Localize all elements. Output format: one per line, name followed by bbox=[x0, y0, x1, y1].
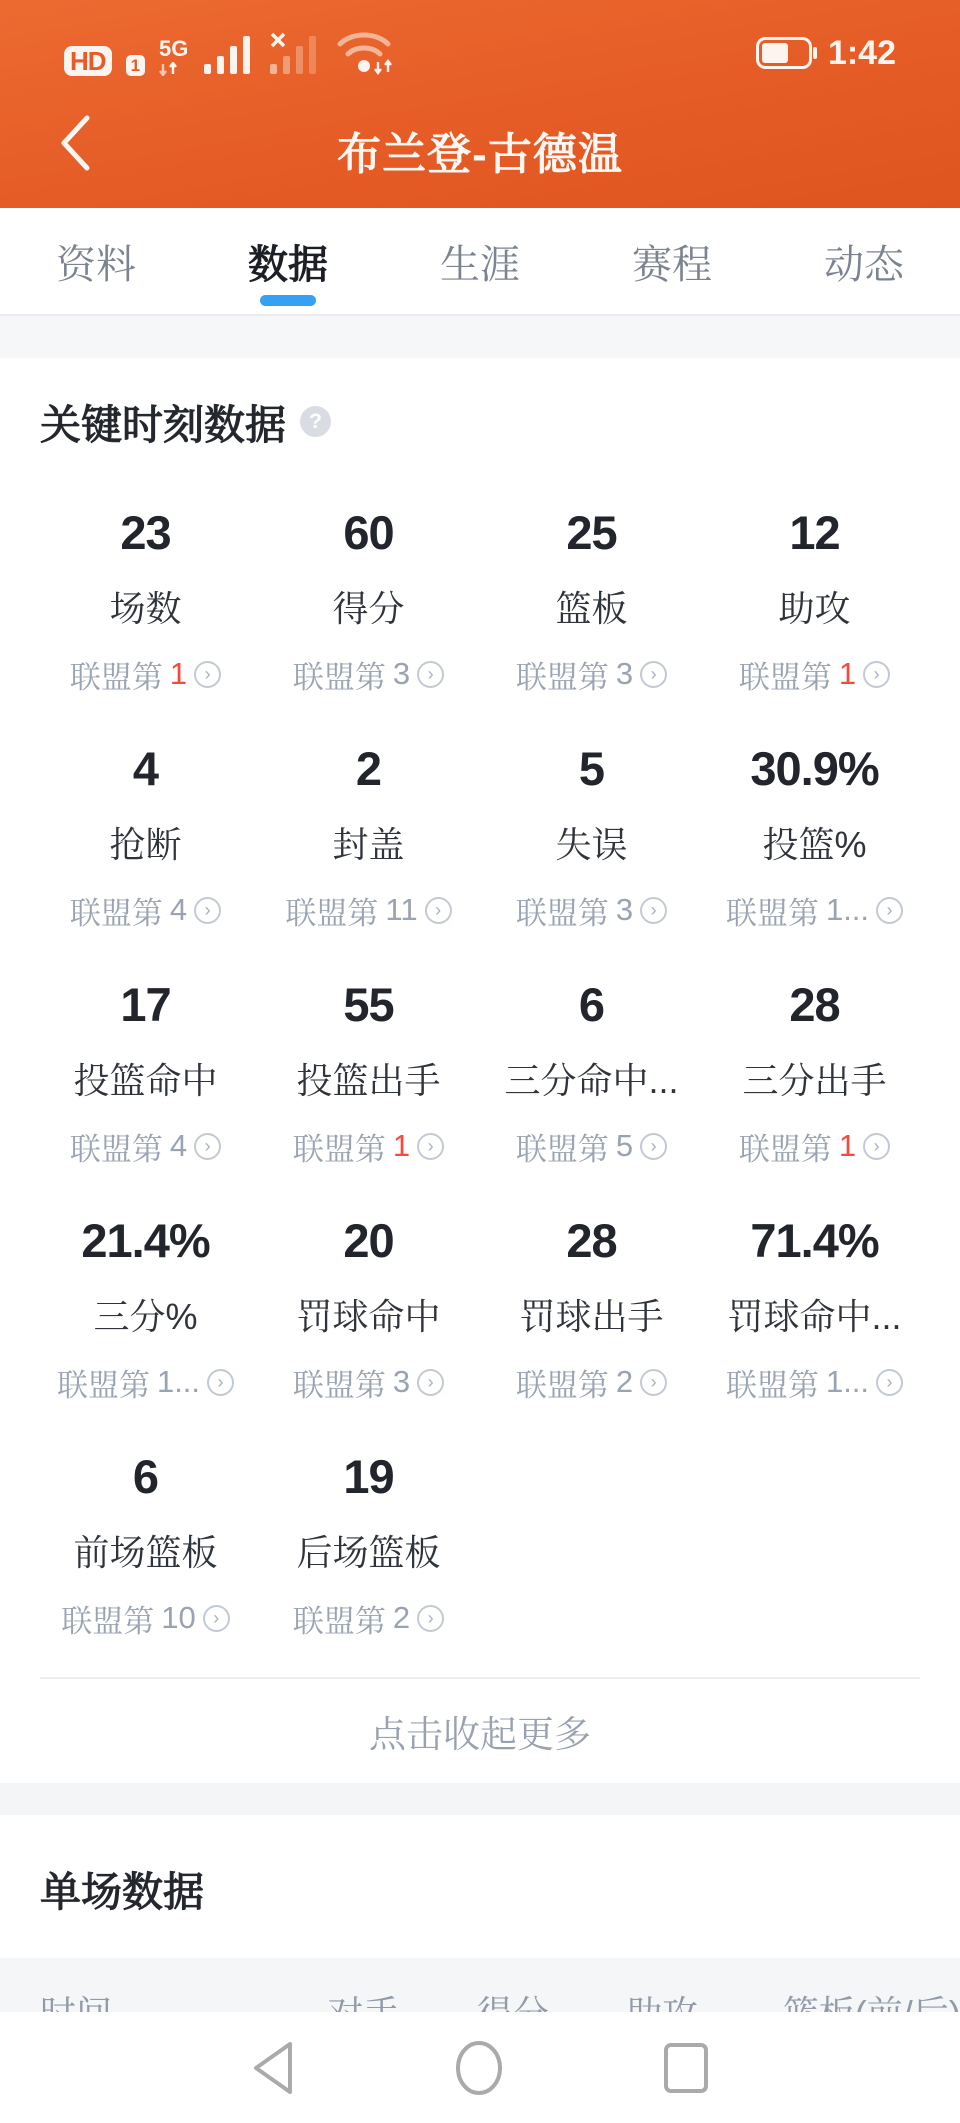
stat-value: 60 bbox=[343, 506, 394, 559]
chevron-right-icon: › bbox=[203, 1605, 230, 1632]
nav-recents-button[interactable] bbox=[663, 2042, 709, 2094]
stat-value: 20 bbox=[343, 1214, 394, 1267]
league-rank-link[interactable] bbox=[70, 888, 221, 933]
stat-value: 19 bbox=[343, 1450, 394, 1503]
rank-number: 4 bbox=[169, 1128, 188, 1164]
stat-cell bbox=[257, 471, 480, 707]
stat-label: 助攻 bbox=[778, 587, 851, 629]
stat-cell bbox=[703, 707, 926, 943]
help-icon[interactable]: ? bbox=[300, 406, 331, 437]
rank-prefix: 联盟第 bbox=[515, 895, 609, 931]
stat-cell bbox=[34, 1179, 257, 1415]
stat-label: 罚球命中... bbox=[727, 1295, 902, 1337]
rank-prefix: 联盟第 bbox=[515, 1131, 609, 1167]
stat-cell bbox=[34, 1415, 257, 1651]
league-rank-link[interactable] bbox=[70, 1124, 221, 1169]
league-rank-link[interactable] bbox=[516, 888, 667, 933]
league-rank-link[interactable] bbox=[293, 1360, 444, 1405]
stat-cell bbox=[480, 943, 703, 1179]
single-game-title: 单场数据 bbox=[40, 1869, 204, 1915]
stat-cell bbox=[703, 1179, 926, 1415]
android-nav-bar bbox=[0, 2012, 960, 2123]
stat-cell bbox=[34, 943, 257, 1179]
tab-2[interactable]: 生涯 bbox=[440, 242, 520, 287]
stat-label: 前场篮板 bbox=[73, 1531, 218, 1573]
tab-4[interactable]: 动态 bbox=[824, 242, 904, 287]
stat-cell bbox=[703, 943, 926, 1179]
chevron-right-icon: › bbox=[640, 661, 667, 688]
rank-number: 1... bbox=[825, 892, 870, 928]
rank-number: 5 bbox=[615, 1128, 634, 1164]
tab-0[interactable]: 资料 bbox=[56, 242, 136, 287]
rank-number: 1 bbox=[838, 656, 857, 692]
rank-prefix: 联盟第 bbox=[69, 895, 163, 931]
stat-label: 抢断 bbox=[109, 823, 182, 865]
back-button[interactable] bbox=[40, 98, 110, 188]
nav-back-triangle-icon bbox=[251, 2041, 295, 2095]
key-stats-header bbox=[0, 358, 960, 451]
league-rank-link[interactable] bbox=[57, 1360, 234, 1405]
rank-number: 1 bbox=[838, 1128, 857, 1164]
chevron-right-icon: › bbox=[876, 1369, 903, 1396]
rank-prefix: 联盟第 bbox=[515, 1367, 609, 1403]
stat-cell bbox=[257, 707, 480, 943]
league-rank-link[interactable] bbox=[726, 888, 903, 933]
rank-number: 1 bbox=[169, 656, 188, 692]
stat-value: 25 bbox=[566, 506, 617, 559]
stat-label: 罚球出手 bbox=[519, 1295, 664, 1337]
signal-bars-icon bbox=[202, 32, 254, 76]
nav-header bbox=[0, 92, 960, 208]
rank-number: 3 bbox=[615, 892, 634, 928]
app-header-area bbox=[0, 0, 960, 208]
rank-prefix: 联盟第 bbox=[515, 659, 609, 695]
stat-cell bbox=[34, 471, 257, 707]
tab-bar bbox=[0, 208, 960, 316]
stat-value: 30.9% bbox=[750, 742, 879, 795]
rank-number: 1... bbox=[825, 1364, 870, 1400]
clock-label: 1:42 bbox=[827, 33, 896, 72]
collapse-more-button[interactable]: 点击收起更多 bbox=[369, 1714, 591, 1755]
stat-label: 场数 bbox=[109, 587, 182, 629]
stat-value: 28 bbox=[789, 978, 840, 1031]
stat-label: 投篮命中 bbox=[73, 1059, 218, 1101]
rank-number: 1... bbox=[156, 1364, 201, 1400]
rank-prefix: 联盟第 bbox=[738, 659, 832, 695]
rank-number: 3 bbox=[392, 656, 411, 692]
stat-value: 21.4% bbox=[81, 1214, 210, 1267]
stat-cell bbox=[480, 471, 703, 707]
rank-prefix: 联盟第 bbox=[725, 1367, 819, 1403]
league-rank-link[interactable] bbox=[516, 1124, 667, 1169]
tab-3[interactable]: 赛程 bbox=[632, 242, 712, 287]
chevron-right-icon: › bbox=[640, 1369, 667, 1396]
league-rank-link[interactable] bbox=[61, 1596, 229, 1641]
league-rank-link[interactable] bbox=[285, 888, 451, 933]
rank-number: 4 bbox=[169, 892, 188, 928]
rank-prefix: 联盟第 bbox=[292, 1367, 386, 1403]
rank-prefix: 联盟第 bbox=[69, 659, 163, 695]
stat-label: 三分命中... bbox=[504, 1059, 679, 1101]
stat-label: 三分% bbox=[93, 1295, 198, 1337]
key-stats-grid bbox=[0, 451, 960, 1651]
stat-label: 篮板 bbox=[555, 587, 628, 629]
sim1-badge: 1 bbox=[126, 55, 145, 76]
stat-value: 55 bbox=[343, 978, 394, 1031]
section-separator-2 bbox=[0, 1783, 960, 1815]
rank-number: 2 bbox=[392, 1600, 411, 1636]
stat-cell bbox=[257, 943, 480, 1179]
rank-prefix: 联盟第 bbox=[61, 1603, 155, 1639]
chevron-right-icon: › bbox=[425, 897, 452, 924]
rank-prefix: 联盟第 bbox=[292, 1131, 386, 1167]
hd-icon: HD bbox=[64, 46, 112, 76]
battery-icon bbox=[756, 37, 818, 69]
stat-value: 6 bbox=[132, 1450, 159, 1503]
stat-value: 12 bbox=[789, 506, 840, 559]
rank-number: 2 bbox=[615, 1364, 634, 1400]
chevron-right-icon: › bbox=[194, 897, 221, 924]
stat-cell bbox=[257, 1415, 480, 1651]
chevron-right-icon: › bbox=[207, 1369, 234, 1396]
league-rank-link[interactable] bbox=[739, 652, 890, 697]
single-game-header bbox=[0, 1815, 960, 1958]
league-rank-link[interactable] bbox=[293, 1124, 444, 1169]
stat-label: 失误 bbox=[555, 823, 628, 865]
stat-label: 投篮% bbox=[762, 823, 867, 865]
stat-cell bbox=[703, 471, 926, 707]
chevron-right-icon: › bbox=[194, 1133, 221, 1160]
chevron-right-icon: › bbox=[417, 1605, 444, 1632]
rank-number: 10 bbox=[161, 1600, 196, 1636]
nav-home-button[interactable] bbox=[453, 2040, 505, 2096]
nav-back-button[interactable] bbox=[251, 2041, 295, 2095]
league-rank-link[interactable] bbox=[293, 652, 444, 697]
tab-1[interactable]: 数据 bbox=[192, 208, 384, 314]
rank-number: 11 bbox=[385, 892, 418, 928]
stat-value: 17 bbox=[120, 978, 171, 1031]
stat-label: 投篮出手 bbox=[296, 1059, 441, 1101]
back-chevron-icon bbox=[58, 114, 92, 172]
chevron-right-icon: › bbox=[640, 897, 667, 924]
rank-number: 1 bbox=[392, 1128, 411, 1164]
chevron-right-icon: › bbox=[194, 661, 221, 688]
league-rank-link[interactable] bbox=[70, 652, 221, 697]
stat-value: 71.4% bbox=[750, 1214, 879, 1267]
chevron-right-icon: › bbox=[863, 661, 890, 688]
rank-prefix: 联盟第 bbox=[725, 895, 819, 931]
wifi-icon bbox=[334, 30, 398, 76]
stat-value: 28 bbox=[566, 1214, 617, 1267]
network-type-label: 5G bbox=[159, 36, 189, 61]
stat-value: 5 bbox=[578, 742, 605, 795]
rank-number: 3 bbox=[392, 1364, 411, 1400]
stat-value: 6 bbox=[578, 978, 605, 1031]
rank-prefix: 联盟第 bbox=[738, 1131, 832, 1167]
rank-number: 3 bbox=[615, 656, 634, 692]
stat-label: 后场篮板 bbox=[296, 1531, 441, 1573]
league-rank-link[interactable] bbox=[726, 1360, 903, 1405]
stat-label: 封盖 bbox=[332, 823, 405, 865]
stat-label: 得分 bbox=[332, 587, 405, 629]
chevron-right-icon: › bbox=[417, 1369, 444, 1396]
rank-prefix: 联盟第 bbox=[292, 659, 386, 695]
stat-label: 罚球命中 bbox=[296, 1295, 441, 1337]
status-bar bbox=[0, 0, 960, 92]
key-stats-title: 关键时刻数据 bbox=[40, 402, 286, 448]
chevron-right-icon: › bbox=[876, 897, 903, 924]
chevron-right-icon: › bbox=[417, 1133, 444, 1160]
section-separator bbox=[0, 316, 960, 358]
league-rank-link[interactable] bbox=[293, 1596, 444, 1641]
chevron-right-icon: › bbox=[863, 1133, 890, 1160]
stat-cell bbox=[257, 1179, 480, 1415]
rank-prefix: 联盟第 bbox=[285, 895, 379, 931]
rank-prefix: 联盟第 bbox=[56, 1367, 150, 1403]
stat-value: 2 bbox=[355, 742, 382, 795]
rank-prefix: 联盟第 bbox=[292, 1603, 386, 1639]
5g-signal-arrows-icon bbox=[159, 62, 181, 76]
league-rank-link[interactable] bbox=[516, 1360, 667, 1405]
stat-value: 23 bbox=[120, 506, 171, 559]
stat-value: 4 bbox=[132, 742, 159, 795]
rank-prefix: 联盟第 bbox=[69, 1131, 163, 1167]
stat-cell bbox=[480, 707, 703, 943]
content-card bbox=[0, 208, 960, 2123]
chevron-right-icon: › bbox=[640, 1133, 667, 1160]
nav-home-circle-icon bbox=[453, 2040, 505, 2096]
stat-cell bbox=[34, 707, 257, 943]
stat-label: 三分出手 bbox=[742, 1059, 887, 1101]
no-signal-icon bbox=[268, 32, 320, 76]
stat-cell bbox=[480, 1179, 703, 1415]
league-rank-link[interactable] bbox=[516, 652, 667, 697]
league-rank-link[interactable] bbox=[739, 1124, 890, 1169]
page-title: 布兰登-古德温 bbox=[337, 130, 623, 179]
chevron-right-icon: › bbox=[417, 661, 444, 688]
nav-recents-square-icon bbox=[663, 2042, 709, 2094]
